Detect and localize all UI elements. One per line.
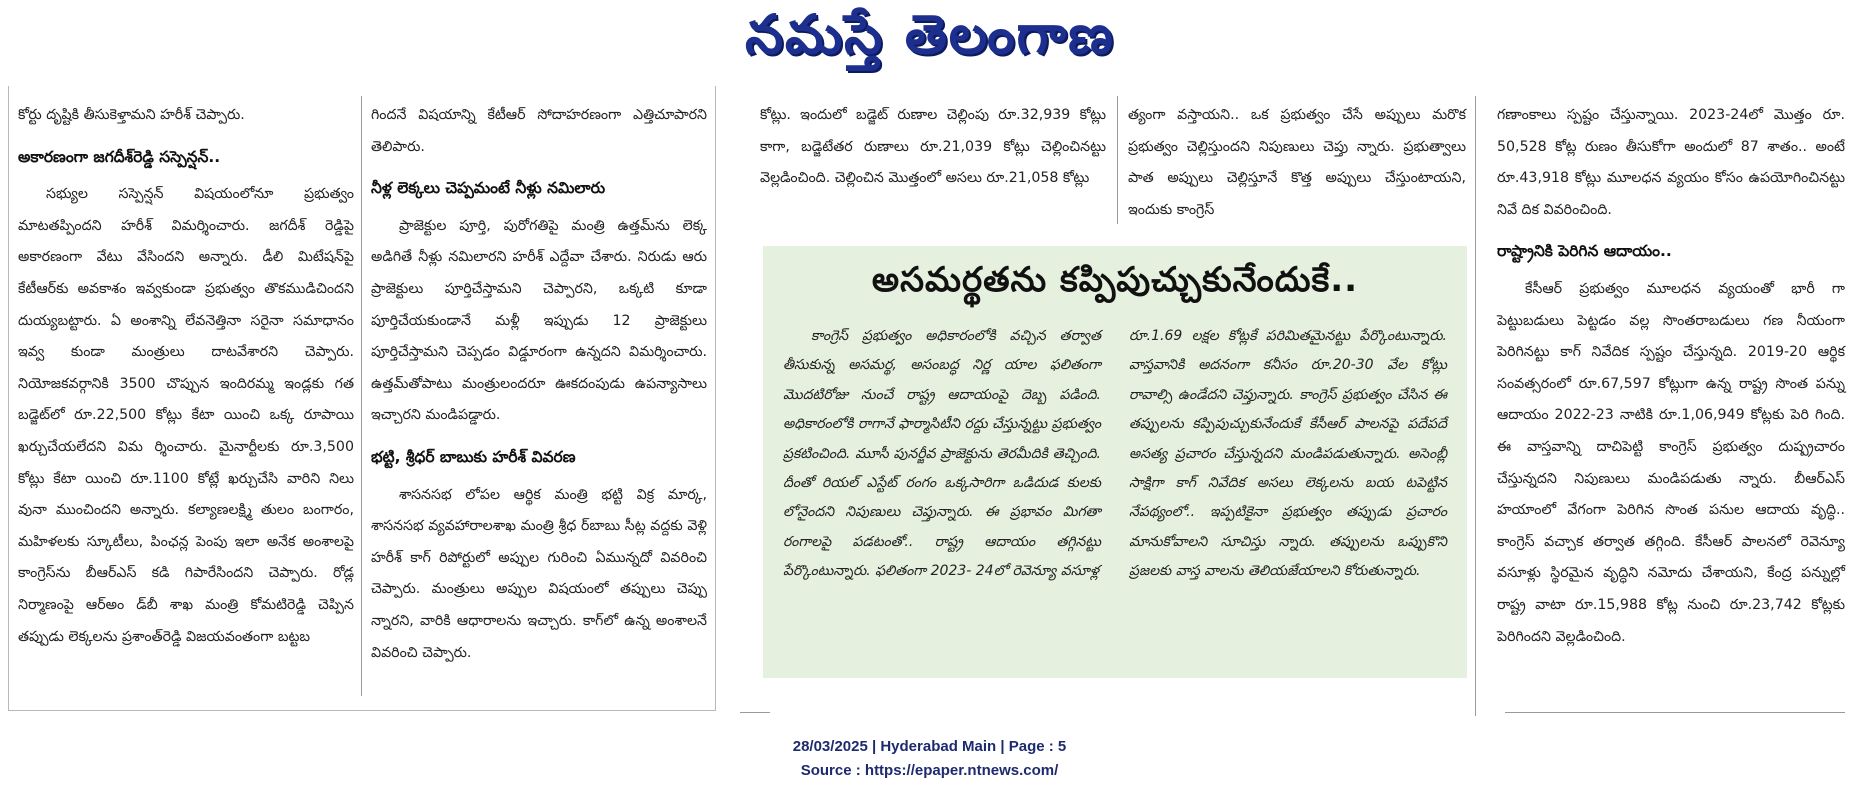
right-column-b xyxy=(1128,100,1466,226)
paragraph: ప్రాజెక్టుల పూర్తి, పురోగతిపై మంత్రి ఉత్తమ్‌ను లెక్క అడిగితే నీళ్లు నమిలారని హరీశ్ ఎద్దేవా చేశారు. నిరుడు ఆరు ప్రాజెక్టులు పూర్తిచేస్తామని చెప్పారని, ఒక్కటి కూడా పూర్తిచేయకుండానే మళ్లీ ఇప్పుడు 12 ప్రాజెక్టులు పూర్తిచేస్తామని చెప్పడం విడ్డూరంగా ఉన్నదని విమర్శించారు. ఉత్తమ్‌తోపాటు మంత్రులందరూ ఊకదంపుడు ఉపన్యాసాలు ఇచ్చారని మండిపడ్డారు. xyxy=(371,217,707,424)
subheading: అకారణంగా జగదీశ్‌రెడ్డి సస్పెన్షన్.. xyxy=(18,147,221,166)
paragraph: త్యంగా వస్తాయని.. ఒక ప్రభుత్వం చేసే అప్పులు మరొక ప్రభుత్వం చెల్లిస్తుందని నిపుణులు చెప్తు న్నారు. ప్రభుత్వాలు పాత అప్పులు చెల్లిస్తూనే కొత్త అప్పులు చేస్తుంటాయని, ఇందుకు కాంగ్రెస్ xyxy=(1128,107,1466,218)
masthead-logo: నమస్తే తెలంగాణ xyxy=(745,2,1115,66)
paragraph: కాంగ్రెస్ ప్రభుత్వం అధికారంలోకి వచ్చిన తర్వాత తీసుకున్న అసమర్థ, అసంబద్ధ నిర్ణ యాల ఫలితంగా మొదటిరోజు నుంచే రాష్ట్ర ఆదాయంపై దెబ్బ పడింది. అధికారంలోకి రాగానే ఫార్మాసిటీని రద్దు చేస్తున్నట్టు ప్రభుత్వం ప్రకటించింది. మూసీ పునర్జీవ ప్రాజెక్టును తెరమీదికి తెచ్చింది. దీంతో రియల్ ఎస్టేట్ రంగం ఒక్కసారిగా ఒడిదుడ కులకు లోనైందని నిపుణులు చెప్తున్నారు. ఈ ప్రభావం మిగతా రంగాలపై పడటంతో.. రాష్ట్ర ఆదాయం తగ్గినట్టు పేర్కొంటున్నారు. ఫలితంగా 2023- 24లో రెవెన్యూ వసూళ్ల xyxy=(783,328,1101,580)
footer-dateline: 28/03/2025 | Hyderabad Main | Page : 5 xyxy=(792,738,1067,755)
highlight-title: అసమర్థతను కప్పిపుచ్చుకునేందుకే.. xyxy=(871,260,1359,300)
bottom-rule xyxy=(1505,712,1845,713)
highlight-column-2 xyxy=(1129,322,1447,587)
paragraph: గిందనే విషయాన్ని కేటీఆర్ సోదాహరణంగా ఎత్తిచూపారని తెలిపారు. xyxy=(371,107,707,155)
right-column-c xyxy=(1497,100,1845,653)
paragraph: కోట్లు. ఇందులో బడ్జెట్ రుణాల చెల్లింపు రూ.32,939 కోట్లు కాగా, బడ్జెటేతర రుణాలు రూ.21,039 కోట్లు చెల్లించినట్టు వెల్లడించింది. చెల్లించిన మొత్తంలో అసలు రూ.21,058 కోట్లు xyxy=(760,107,1106,187)
paragraph: రూ.1.69 లక్షల కోట్లకే పరిమితమైనట్టు పేర్కొంటున్నారు. వాస్తవానికి అదనంగా కనీసం రూ.20-30 వేల కోట్లు రావాల్సి ఉండేదని చెప్తున్నారు. కాంగ్రెస్ ప్రభుత్వం చేసిన ఈ తప్పులను కప్పిపుచ్చుకునేందుకే కేసీఆర్ పాలనపై పదేపదే అసత్య ప్రచారం చేస్తున్నదని మండిపడుతున్నారు. అసెంబ్లీ సాక్షిగా కాగ్ నివేదిక అసలు లెక్కలను బయ టపెట్టిన నేపథ్యంలో.. ఇప్పటికైనా ప్రభుత్వం తప్పుడు ప్రచారం మానుకోవాలని సూచిస్తు న్నారు. తప్పులను ఒప్పుకొని ప్రజలకు వాస్త వాలను తెలియజేయాలని కోరుతున్నారు. xyxy=(1129,328,1447,580)
subheading: రాష్ట్రానికి పెరిగిన ఆదాయం.. xyxy=(1497,242,1672,261)
paragraph: కోర్టు దృష్టికి తీసుకెళ్తామని హరీశ్ చెప్పారు. xyxy=(18,107,245,123)
left-column-1 xyxy=(18,100,354,653)
paragraph: శాసనసభ లోపల ఆర్థిక మంత్రి భట్టి విక్ర మార్క, శాసనసభ వ్యవహారాలశాఖ మంత్రి శ్రీధ ర్‌బాబు సీట్ల వద్దకు వెళ్లి హరీశ్ కాగ్ రిపోర్టులో అప్పుల గురించి ఏమున్నదో వివరించి చెప్పారు. మంత్రులు అప్పుల విషయంలో తప్పులు చెప్పు న్నారని, వారికి ఆధారాలను ఇచ్చారు. కాగ్‌లో ఉన్న అంశాలనే వివరించి చెప్పారు. xyxy=(371,486,707,661)
column-divider xyxy=(361,96,362,696)
paragraph: కేసీఆర్ ప్రభుత్వం మూలధన వ్యయంతో భారీ గా పెట్టుబడులు పెట్టడం వల్ల సొంతరాబడులు గణ నీయంగా పెరిగినట్టు కాగ్ నివేదిక స్పష్టం చేస్తున్నది. 2019-20 ఆర్థిక సంవత్సరంలో రూ.67,597 కోట్లుగా ఉన్న రాష్ట్ర సొంత పన్ను ఆదాయం 2022-23 నాటికి రూ.1,06,949 కోట్లకు పెరి గింది. ఈ వాస్తవాన్ని దాచిపెట్టి కాంగ్రెస్ ప్రభుత్వం దుష్ప్రచారం చేస్తున్నదని నిపుణులు మండిపడుతు న్నారు. బీఆర్‌ఎస్ హయాంలో వేగంగా పెరిగిన సొంత పనుల ఆదాయ వృద్ధి.. కాంగ్రెస్ వచ్చాక తర్వాత తగ్గింది. కేసీఆర్ పాలనలో రెవెన్యూ వసూళ్లు స్థిరమైన వృద్ధిని నమోదు చేశాయని, కేంద్ర పన్నుల్లో రాష్ట్ర వాటా రూ.15,988 కోట్ల నుంచి రూ.23,742 కోట్లకు పెరిగిందని వెల్లడించింది. xyxy=(1497,280,1845,645)
footer-source: Source : https://epaper.ntnews.com/ xyxy=(800,762,1059,779)
subheading: భట్టి, శ్రీధర్ బాబుకు హరీశ్ వివరణ xyxy=(371,447,576,466)
subheading: నీళ్ల లెక్కలు చెప్పమంటే నీళ్లు నమిలారు xyxy=(371,179,606,198)
paragraph: సభ్యుల సస్పెన్షన్ విషయంలోనూ ప్రభుత్వం మాటతప్పిందని హరీశ్ విమర్శించారు. జగదీశ్ రెడ్డిపై అకారణంగా వేటు వేసిందని అన్నారు. డీలి మిటేషన్‌పై కేటీఆర్‌కు అవకాశం ఇవ్వకుండా ప్రభుత్వం తొకముడిచిందని దుయ్యబట్టారు. ఏ అంశాన్ని లేవనెత్తినా సరైనా సమాధానం ఇవ్వ కుండా మంత్రులు దాటవేశారని చెప్పారు. నియోజకవర్గానికి 3500 చొప్పున ఇందిరమ్మ ఇండ్లకు గత బడ్జెట్‌లో రూ.22,500 కోట్లు కేటా యించి ఒక్క రూపాయి ఖర్చుచేయలేదని విమ ర్శించారు. మైనార్టీలకు రూ.3,500 కోట్లు కేటా యించి రూ.1100 కోట్లే ఖర్చుచేసి వారిని నిలు వునా ముంచిందని అన్నారు. కల్యాణలక్ష్మి తులం బంగారం, మహిళలకు స్కూటీలు, పింఛన్ల పెంపు ఇలా అనేక అంశాలపై కాంగ్రెస్‌ను బీఆర్‌ఎస్ కడి గిపారేసిందని చెప్పారు. రోడ్ల నిర్మాణంపై ఆర్‌అం డ్‌బీ శాఖ మంత్రి కోమటిరెడ్డి చెప్పిన తప్పుడు లెక్కలను ప్రశాంత్‌రెడ్డి విజయవంతంగా బట్టబ xyxy=(18,186,354,645)
highlight-column-1 xyxy=(783,322,1101,587)
right-column-a xyxy=(760,100,1106,195)
column-divider xyxy=(1117,96,1118,224)
paragraph: గణాంకాలు స్పష్టం చేస్తున్నాయి. 2023-24లో మొత్తం రూ. 50,528 కోట్ల రుణం తీసుకోగా అందులో 87 శాతం.. అంటే రూ.43,918 కోట్లు మూలధన వ్యయం కోసం ఉపయోగించినట్టు నివే దిక వివరించింది. xyxy=(1497,107,1845,218)
left-column-2 xyxy=(371,100,707,669)
column-divider xyxy=(1475,96,1476,716)
highlight-box xyxy=(763,246,1467,678)
bottom-rule xyxy=(740,712,770,713)
